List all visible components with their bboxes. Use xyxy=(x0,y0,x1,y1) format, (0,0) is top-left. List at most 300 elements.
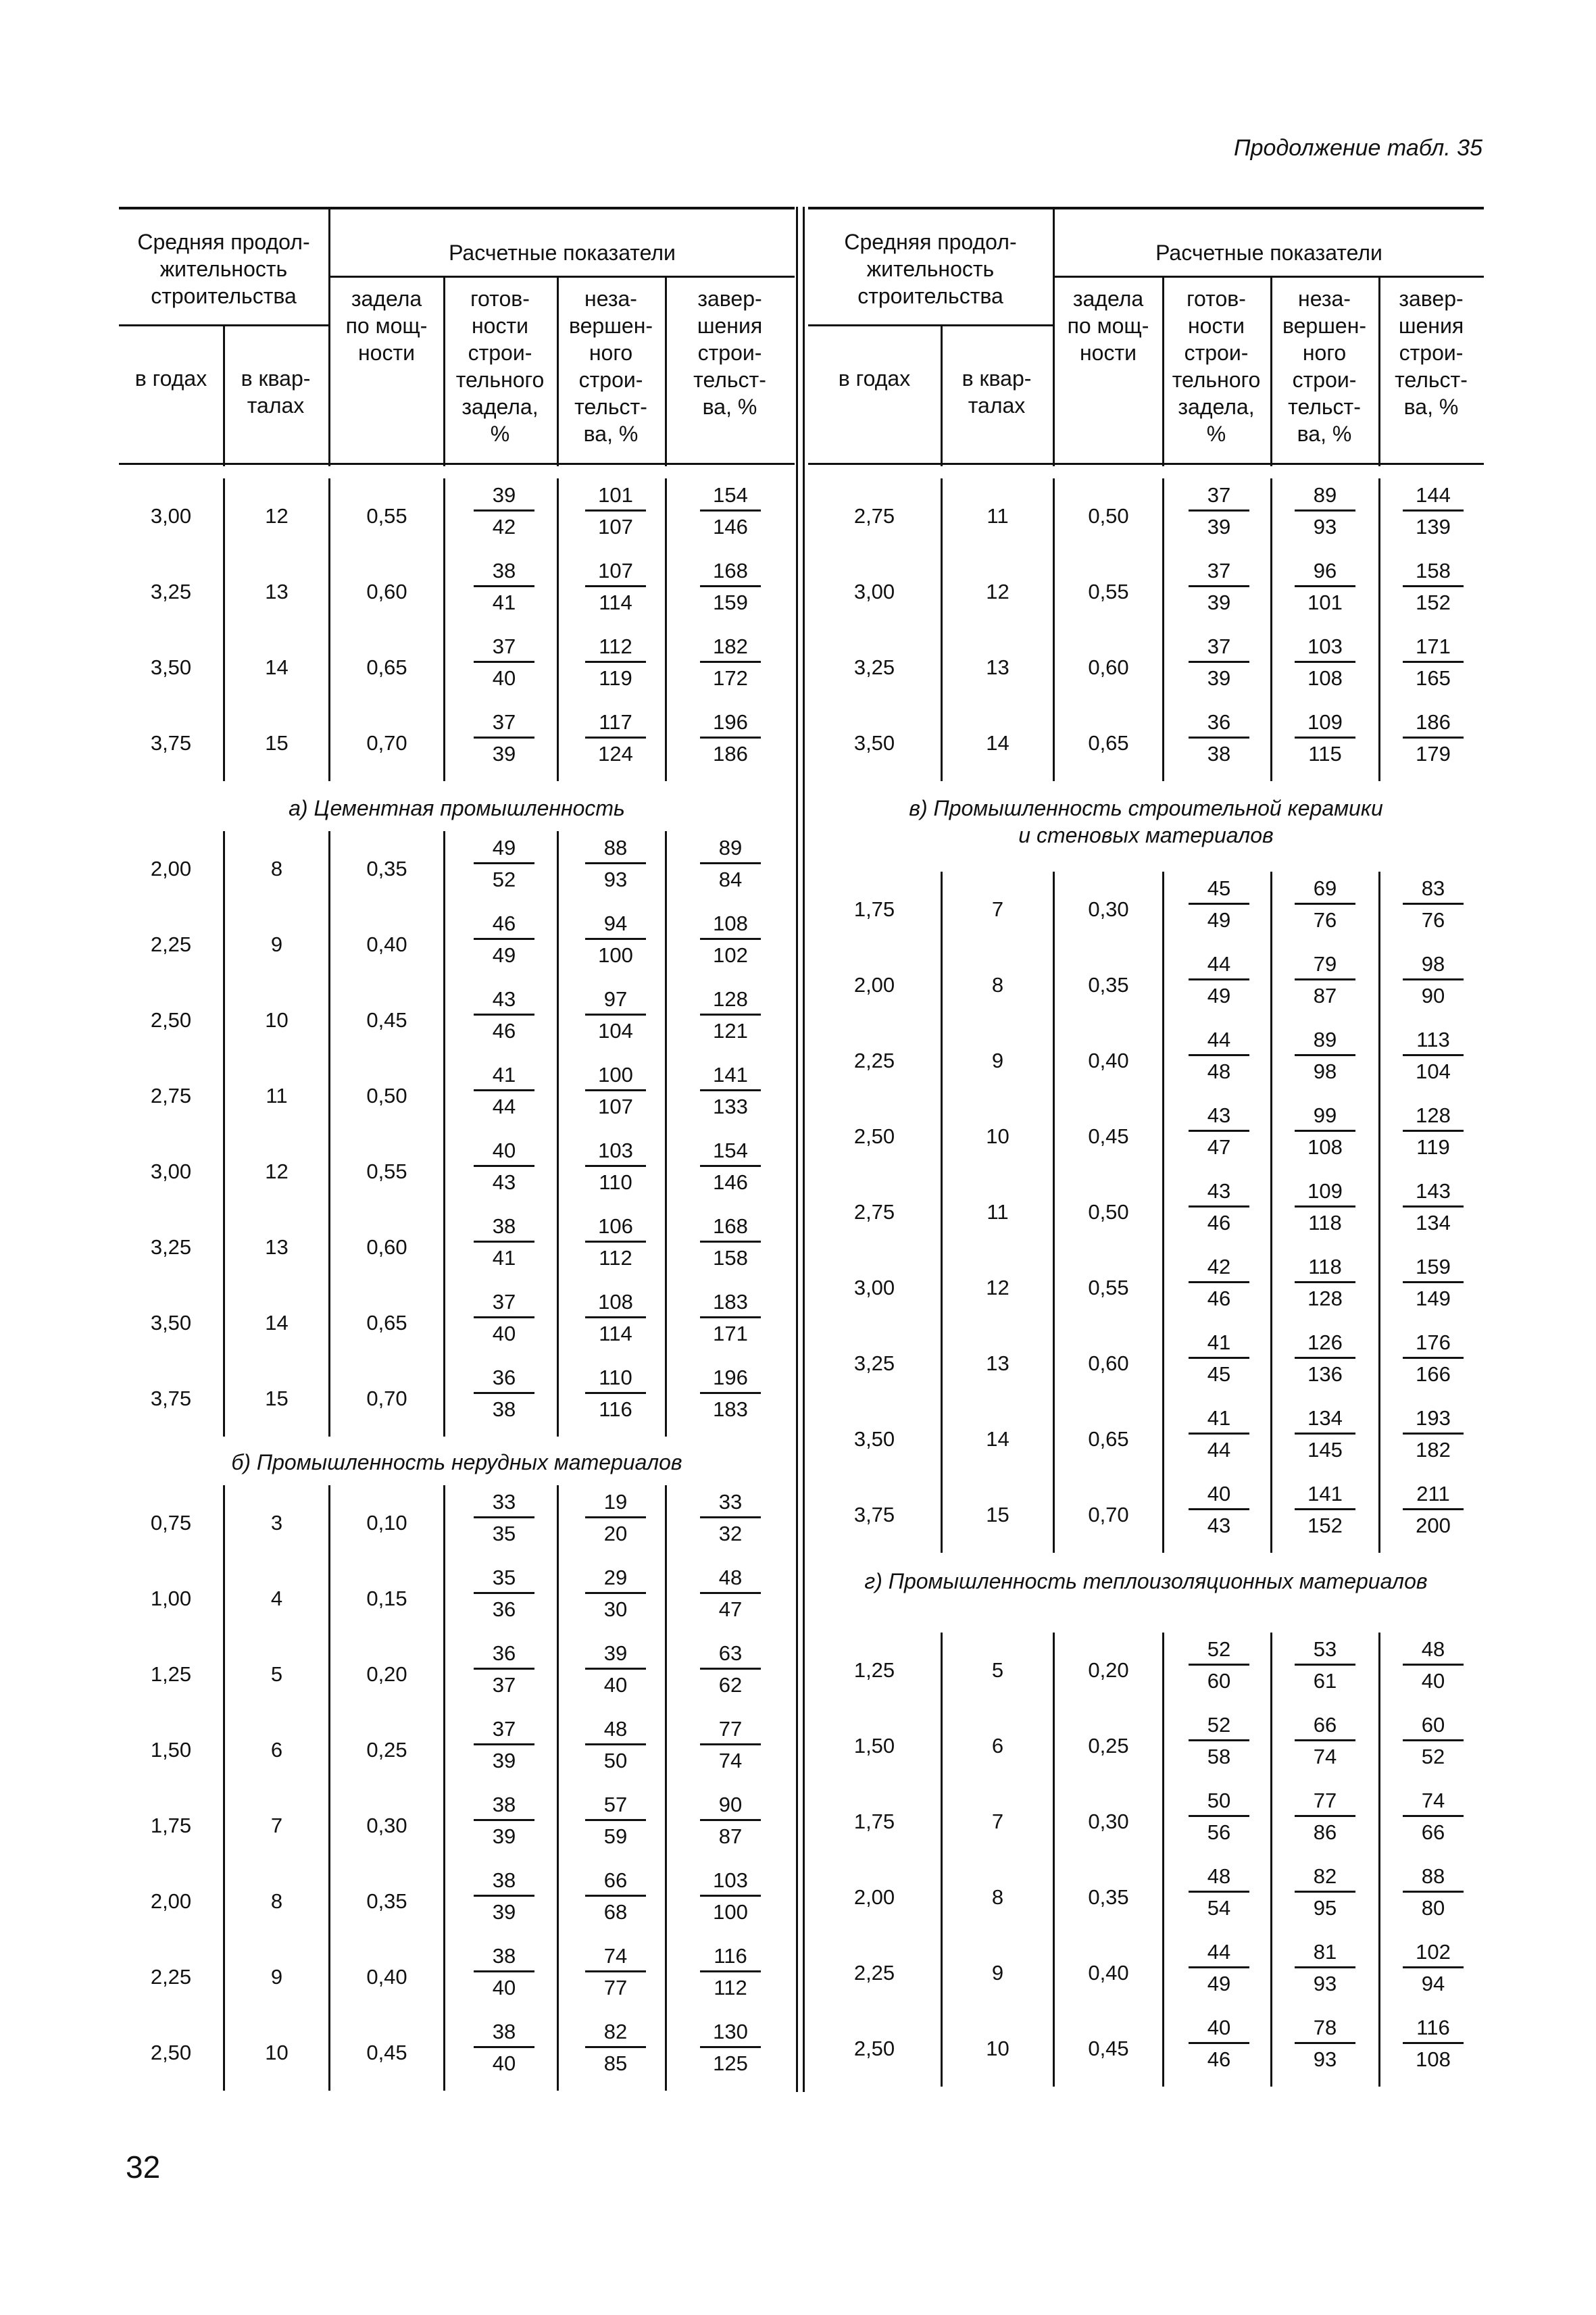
fraction-denominator: 145 xyxy=(1307,1438,1343,1462)
fraction-denominator: 134 xyxy=(1416,1211,1451,1235)
table-row xyxy=(808,630,1484,705)
capacity-cell: 0,65 xyxy=(366,655,407,679)
fraction-denominator: 93 xyxy=(1313,2047,1337,2071)
column-rule xyxy=(1053,478,1055,781)
fraction-numerator: 103 xyxy=(713,1868,748,1892)
quarters-cell: 3 xyxy=(270,1511,283,1535)
fraction-bar xyxy=(474,1392,534,1394)
fraction-bar xyxy=(1403,1664,1464,1666)
fraction-denominator: 87 xyxy=(1313,984,1337,1007)
section-title-ceramics: в) Промышленность строительной керамики и стеновых материалов xyxy=(909,796,1383,847)
unfinished-fraction xyxy=(585,1943,646,2001)
fraction-numerator: 81 xyxy=(1313,1940,1337,1964)
quarters-cell: 14 xyxy=(986,1427,1009,1451)
column-rule xyxy=(1270,478,1272,781)
capacity-cell: 0,30 xyxy=(1088,897,1129,921)
fraction-denominator: 87 xyxy=(718,1824,743,1848)
fraction-denominator: 40 xyxy=(492,2051,516,2075)
fraction-numerator: 98 xyxy=(1421,952,1445,976)
years-cell: 2,25 xyxy=(150,1965,192,1989)
completion-fraction xyxy=(1403,1864,1464,1921)
fraction-bar xyxy=(585,1970,646,1972)
fraction-denominator: 54 xyxy=(1207,1896,1231,1920)
fraction-bar xyxy=(700,1392,761,1394)
fraction-numerator: 101 xyxy=(598,483,633,507)
table-row xyxy=(808,947,1484,1023)
quarters-cell: 14 xyxy=(986,731,1009,755)
unfinished-fraction xyxy=(1295,1178,1355,1236)
fraction-numerator: 53 xyxy=(1313,1637,1337,1661)
years-cell: 2,75 xyxy=(853,1200,895,1224)
fraction-bar xyxy=(700,1895,761,1897)
fraction-numerator: 130 xyxy=(713,2020,748,2043)
completion-fraction xyxy=(1403,634,1464,691)
fraction-denominator: 90 xyxy=(1421,984,1445,1007)
unfinished-fraction xyxy=(1295,1103,1355,1160)
readiness-fraction xyxy=(474,710,534,767)
column-rule xyxy=(1270,872,1272,1553)
quarters-cell: 13 xyxy=(986,655,1009,679)
column-rule xyxy=(557,478,559,781)
fraction-bar xyxy=(1403,1357,1464,1359)
fraction-numerator: 42 xyxy=(1207,1255,1231,1278)
fraction-bar xyxy=(1295,1054,1355,1056)
fraction-bar xyxy=(1189,1966,1249,1968)
fraction-denominator: 86 xyxy=(1313,1820,1337,1844)
fraction-numerator: 176 xyxy=(1416,1330,1451,1354)
table-row xyxy=(808,1708,1484,1784)
fraction-numerator: 77 xyxy=(1313,1789,1337,1812)
table-continuation-caption: Продолжение табл. 35 xyxy=(1234,135,1482,161)
fraction-denominator: 183 xyxy=(713,1397,748,1421)
fraction-denominator: 102 xyxy=(713,943,748,967)
fraction-numerator: 38 xyxy=(492,1793,516,1816)
fraction-bar xyxy=(700,1516,761,1518)
capacity-cell: 0,10 xyxy=(366,1511,407,1535)
table-row xyxy=(808,554,1484,630)
fraction-bar xyxy=(1295,1739,1355,1741)
fraction-bar xyxy=(700,1316,761,1318)
fraction-denominator: 112 xyxy=(714,1976,747,1999)
column-rule xyxy=(328,831,330,1437)
unfinished-fraction xyxy=(585,1289,646,1347)
capacity-cell: 0,40 xyxy=(1088,1049,1129,1072)
fraction-denominator: 40 xyxy=(492,1322,516,1345)
table-row xyxy=(808,1250,1484,1326)
fraction-bar xyxy=(1295,1433,1355,1435)
fraction-denominator: 46 xyxy=(1207,1211,1231,1235)
fraction-numerator: 74 xyxy=(603,1944,628,1968)
fraction-bar xyxy=(474,1516,534,1518)
column-divider xyxy=(796,207,798,2092)
fraction-numerator: 40 xyxy=(1207,1482,1231,1505)
fraction-numerator: 103 xyxy=(598,1139,633,1162)
fraction-denominator: 110 xyxy=(599,1170,632,1194)
readiness-fraction xyxy=(474,558,534,616)
fraction-numerator: 109 xyxy=(1307,1179,1343,1203)
quarters-cell: 9 xyxy=(270,932,283,956)
readiness-fraction xyxy=(1189,1027,1249,1085)
capacity-cell: 0,65 xyxy=(1088,731,1129,755)
fraction-denominator: 39 xyxy=(1207,515,1231,539)
fraction-bar xyxy=(474,1970,534,1972)
capacity-cell: 0,60 xyxy=(366,1235,407,1259)
fraction-denominator: 200 xyxy=(1416,1514,1451,1537)
quarters-cell: 12 xyxy=(986,1276,1009,1299)
years-cell: 1,00 xyxy=(150,1587,192,1610)
fraction-bar xyxy=(700,938,761,940)
fraction-numerator: 39 xyxy=(603,1641,628,1665)
completion-fraction xyxy=(700,1792,761,1849)
years-cell: 2,00 xyxy=(853,1885,895,1909)
table-row xyxy=(119,630,795,705)
quarters-cell: 15 xyxy=(265,731,289,755)
fraction-numerator: 43 xyxy=(492,987,516,1011)
capacity-cell: 0,50 xyxy=(366,1084,407,1107)
readiness-fraction xyxy=(474,1868,534,1925)
completion-fraction xyxy=(700,1289,761,1347)
fraction-denominator: 93 xyxy=(1313,1972,1337,1995)
unfinished-fraction xyxy=(1295,1254,1355,1312)
table-row xyxy=(808,1326,1484,1401)
fraction-bar xyxy=(474,1165,534,1167)
capacity-cell: 0,30 xyxy=(366,1814,407,1837)
capacity-cell: 0,55 xyxy=(1088,580,1129,603)
fraction-denominator: 40 xyxy=(492,666,516,690)
column-divider-2 xyxy=(803,207,805,2092)
quarters-cell: 14 xyxy=(265,655,289,679)
fraction-bar xyxy=(700,585,761,587)
fraction-bar xyxy=(474,1819,534,1821)
fraction-bar xyxy=(585,509,646,512)
readiness-fraction xyxy=(474,911,534,968)
readiness-fraction xyxy=(474,1138,534,1195)
section-title-nonmetallic: б) Промышленность нерудных материалов xyxy=(231,1450,682,1474)
fraction-bar xyxy=(585,1819,646,1821)
fraction-bar xyxy=(585,661,646,663)
fraction-numerator: 43 xyxy=(1207,1179,1231,1203)
capacity-cell: 0,40 xyxy=(366,1965,407,1989)
fraction-bar xyxy=(1189,1508,1249,1510)
completion-fraction xyxy=(700,558,761,616)
fraction-bar xyxy=(1189,1205,1249,1208)
fraction-bar xyxy=(585,1743,646,1745)
header-backlog-capacity: задела по мощ- ности xyxy=(345,287,428,365)
table-row xyxy=(808,1401,1484,1477)
fraction-denominator: 85 xyxy=(603,2051,628,2075)
table-row xyxy=(119,1788,795,1864)
fraction-bar xyxy=(700,1970,761,1972)
quarters-cell: 12 xyxy=(265,504,289,528)
quarters-cell: 5 xyxy=(270,1662,283,1686)
table-row xyxy=(119,907,795,982)
fraction-denominator: 74 xyxy=(1313,1745,1337,1768)
unfinished-fraction xyxy=(1295,482,1355,540)
readiness-fraction xyxy=(474,1792,534,1849)
fraction-numerator: 33 xyxy=(492,1490,516,1514)
unfinished-fraction xyxy=(585,1868,646,1925)
capacity-cell: 0,50 xyxy=(1088,504,1129,528)
fraction-denominator: 116 xyxy=(599,1397,632,1421)
fraction-bar xyxy=(474,862,534,864)
readiness-fraction xyxy=(1189,558,1249,616)
table-row xyxy=(808,1023,1484,1099)
fraction-bar xyxy=(1403,978,1464,980)
years-cell: 1,25 xyxy=(853,1658,895,1682)
unfinished-fraction xyxy=(1295,1864,1355,1921)
column-rule xyxy=(223,831,225,1437)
fraction-numerator: 113 xyxy=(1416,1028,1450,1051)
fraction-numerator: 44 xyxy=(1207,952,1231,976)
fraction-bar xyxy=(1295,2042,1355,2044)
fraction-bar xyxy=(1295,1966,1355,1968)
unfinished-fraction xyxy=(585,558,646,616)
fraction-numerator: 83 xyxy=(1421,876,1445,900)
readiness-fraction xyxy=(474,1565,534,1622)
fraction-numerator: 44 xyxy=(1207,1940,1231,1964)
fraction-bar xyxy=(1189,1891,1249,1893)
fraction-denominator: 46 xyxy=(1207,1287,1231,1310)
fraction-numerator: 109 xyxy=(1307,710,1343,734)
fraction-bar xyxy=(1403,1054,1464,1056)
quarters-cell: 9 xyxy=(991,1049,1004,1072)
readiness-fraction xyxy=(1189,1712,1249,1770)
table-row xyxy=(119,1939,795,2015)
years-cell: 3,00 xyxy=(150,504,192,528)
unfinished-fraction xyxy=(585,1565,646,1622)
fraction-numerator: 186 xyxy=(1416,710,1451,734)
fraction-bar xyxy=(1295,1357,1355,1359)
column-rule xyxy=(1162,872,1164,1553)
capacity-cell: 0,45 xyxy=(1088,1124,1129,1148)
capacity-cell: 0,15 xyxy=(366,1587,407,1610)
capacity-cell: 0,35 xyxy=(366,1889,407,1913)
fraction-denominator: 118 xyxy=(1308,1211,1342,1235)
fraction-numerator: 74 xyxy=(1421,1789,1445,1812)
fraction-denominator: 165 xyxy=(1416,666,1451,690)
fraction-numerator: 37 xyxy=(492,1290,516,1314)
fraction-numerator: 39 xyxy=(492,483,516,507)
completion-fraction xyxy=(1403,951,1464,1009)
fraction-denominator: 136 xyxy=(1307,1362,1343,1386)
fraction-denominator: 146 xyxy=(713,1170,748,1194)
fraction-bar xyxy=(700,509,761,512)
fraction-numerator: 50 xyxy=(1207,1789,1231,1812)
unfinished-fraction xyxy=(1295,1027,1355,1085)
fraction-denominator: 108 xyxy=(1416,2047,1451,2071)
fraction-bar xyxy=(585,1014,646,1016)
fraction-denominator: 100 xyxy=(713,1900,748,1924)
fraction-numerator: 94 xyxy=(603,912,628,935)
quarters-cell: 11 xyxy=(987,1200,1009,1224)
fraction-denominator: 39 xyxy=(492,1749,516,1772)
fraction-denominator: 125 xyxy=(713,2051,748,2075)
unfinished-fraction xyxy=(1295,558,1355,616)
table-row xyxy=(119,1285,795,1361)
fraction-numerator: 38 xyxy=(492,1214,516,1238)
quarters-cell: 7 xyxy=(270,1814,283,1837)
fraction-bar xyxy=(585,1516,646,1518)
fraction-denominator: 49 xyxy=(1207,908,1231,932)
fraction-denominator: 42 xyxy=(492,515,516,539)
column-rule xyxy=(1270,1633,1272,2087)
fraction-denominator: 39 xyxy=(1207,591,1231,614)
unfinished-fraction xyxy=(1295,710,1355,767)
completion-fraction xyxy=(700,1489,761,1547)
table-row xyxy=(808,705,1484,781)
quarters-cell: 12 xyxy=(986,580,1009,603)
table-row xyxy=(808,1935,1484,2011)
fraction-denominator: 128 xyxy=(1307,1287,1343,1310)
fraction-bar xyxy=(474,1743,534,1745)
fraction-numerator: 89 xyxy=(1313,1028,1337,1051)
completion-fraction xyxy=(1403,1481,1464,1539)
fraction-denominator: 41 xyxy=(492,1246,516,1270)
fraction-denominator: 84 xyxy=(718,868,743,891)
years-cell: 3,00 xyxy=(150,1160,192,1183)
quarters-cell: 10 xyxy=(986,2037,1009,2060)
fraction-numerator: 117 xyxy=(599,710,632,734)
fraction-bar xyxy=(1295,1508,1355,1510)
completion-fraction xyxy=(1403,710,1464,767)
readiness-fraction xyxy=(474,1062,534,1120)
fraction-denominator: 172 xyxy=(713,666,748,690)
fraction-numerator: 66 xyxy=(1313,1713,1337,1737)
unfinished-fraction xyxy=(585,1716,646,1774)
fraction-bar xyxy=(585,2046,646,2048)
fraction-bar xyxy=(1403,1281,1464,1283)
fraction-numerator: 35 xyxy=(492,1566,516,1589)
table-row xyxy=(119,1134,795,1210)
readiness-fraction xyxy=(1189,710,1249,767)
table-header-right xyxy=(808,207,1484,465)
unfinished-fraction xyxy=(1295,1788,1355,1845)
years-cell: 3,25 xyxy=(853,1351,895,1375)
fraction-denominator: 38 xyxy=(492,1397,516,1421)
completion-fraction xyxy=(1403,482,1464,540)
unfinished-fraction xyxy=(1295,1637,1355,1694)
fraction-numerator: 38 xyxy=(492,2020,516,2043)
fraction-numerator: 144 xyxy=(1416,483,1451,507)
fraction-bar xyxy=(1295,509,1355,512)
fraction-denominator: 32 xyxy=(718,1522,743,1545)
fraction-bar xyxy=(474,585,534,587)
readiness-fraction xyxy=(474,1489,534,1547)
fraction-bar xyxy=(1295,1205,1355,1208)
fraction-bar xyxy=(1189,585,1249,587)
fraction-denominator: 152 xyxy=(1307,1514,1343,1537)
fraction-denominator: 171 xyxy=(713,1322,748,1345)
fraction-bar xyxy=(1295,1130,1355,1132)
column-rule xyxy=(1162,1633,1164,2087)
fraction-denominator: 114 xyxy=(599,1322,632,1345)
quarters-cell: 10 xyxy=(265,1008,289,1032)
fraction-bar xyxy=(474,1316,534,1318)
fraction-numerator: 43 xyxy=(1207,1103,1231,1127)
column-rule xyxy=(665,478,667,781)
fraction-bar xyxy=(1403,1205,1464,1208)
unfinished-fraction xyxy=(1295,1712,1355,1770)
table-row xyxy=(808,2011,1484,2087)
table-row xyxy=(119,1712,795,1788)
fraction-bar xyxy=(1295,1281,1355,1283)
fraction-numerator: 100 xyxy=(598,1063,633,1087)
quarters-cell: 7 xyxy=(991,897,1004,921)
capacity-cell: 0,20 xyxy=(1088,1658,1129,1682)
header-years: в годах xyxy=(838,366,911,391)
fraction-bar xyxy=(474,1089,534,1091)
fraction-denominator: 158 xyxy=(713,1246,748,1270)
fraction-denominator: 104 xyxy=(598,1019,633,1043)
fraction-numerator: 96 xyxy=(1313,559,1337,582)
fraction-bar xyxy=(474,938,534,940)
completion-fraction xyxy=(700,1716,761,1774)
readiness-fraction xyxy=(1189,482,1249,540)
fraction-denominator: 39 xyxy=(492,742,516,766)
table-row xyxy=(808,1174,1484,1250)
column-rule xyxy=(665,1485,667,2091)
fraction-numerator: 126 xyxy=(1307,1330,1343,1354)
fraction-denominator: 39 xyxy=(492,1900,516,1924)
quarters-cell: 9 xyxy=(991,1961,1004,1985)
completion-fraction xyxy=(700,482,761,540)
fraction-denominator: 152 xyxy=(1416,591,1451,614)
column-rule xyxy=(443,831,445,1437)
table-row xyxy=(808,1633,1484,1708)
fraction-numerator: 41 xyxy=(1207,1406,1231,1430)
capacity-cell: 0,45 xyxy=(366,2041,407,2064)
fraction-bar xyxy=(1403,903,1464,905)
years-cell: 1,75 xyxy=(853,897,895,921)
table-row xyxy=(119,831,795,907)
readiness-fraction xyxy=(474,987,534,1044)
fraction-denominator: 94 xyxy=(1421,1972,1445,1995)
capacity-cell: 0,65 xyxy=(366,1311,407,1335)
quarters-cell: 8 xyxy=(991,973,1004,997)
readiness-fraction xyxy=(474,482,534,540)
fraction-bar xyxy=(585,862,646,864)
fraction-numerator: 37 xyxy=(1207,483,1231,507)
unfinished-fraction xyxy=(1295,634,1355,691)
capacity-cell: 0,70 xyxy=(366,1387,407,1410)
fraction-numerator: 66 xyxy=(603,1868,628,1892)
fraction-bar xyxy=(700,1241,761,1243)
fraction-denominator: 114 xyxy=(599,591,632,614)
completion-fraction xyxy=(1403,1027,1464,1085)
table-row xyxy=(119,1058,795,1134)
years-cell: 1,50 xyxy=(150,1738,192,1762)
readiness-fraction xyxy=(1189,1481,1249,1539)
readiness-fraction xyxy=(474,1716,534,1774)
capacity-cell: 0,45 xyxy=(1088,2037,1129,2060)
fraction-bar xyxy=(585,1592,646,1594)
unfinished-fraction xyxy=(1295,1330,1355,1387)
fraction-bar xyxy=(1189,1664,1249,1666)
fraction-bar xyxy=(474,1592,534,1594)
fraction-denominator: 80 xyxy=(1421,1896,1445,1920)
quarters-cell: 15 xyxy=(986,1503,1009,1526)
fraction-denominator: 93 xyxy=(603,868,628,891)
years-cell: 3,75 xyxy=(853,1503,895,1526)
fraction-bar xyxy=(1189,1130,1249,1132)
header-quarters: в квар- талах xyxy=(241,366,311,418)
readiness-fraction xyxy=(1189,634,1249,691)
header-unfinished: неза- вершен- ного строи- тельст- ва, % xyxy=(1282,287,1367,446)
fraction-bar xyxy=(1403,1739,1464,1741)
fraction-denominator: 179 xyxy=(1416,742,1451,766)
quarters-cell: 8 xyxy=(270,1889,283,1913)
completion-fraction xyxy=(1403,1712,1464,1770)
